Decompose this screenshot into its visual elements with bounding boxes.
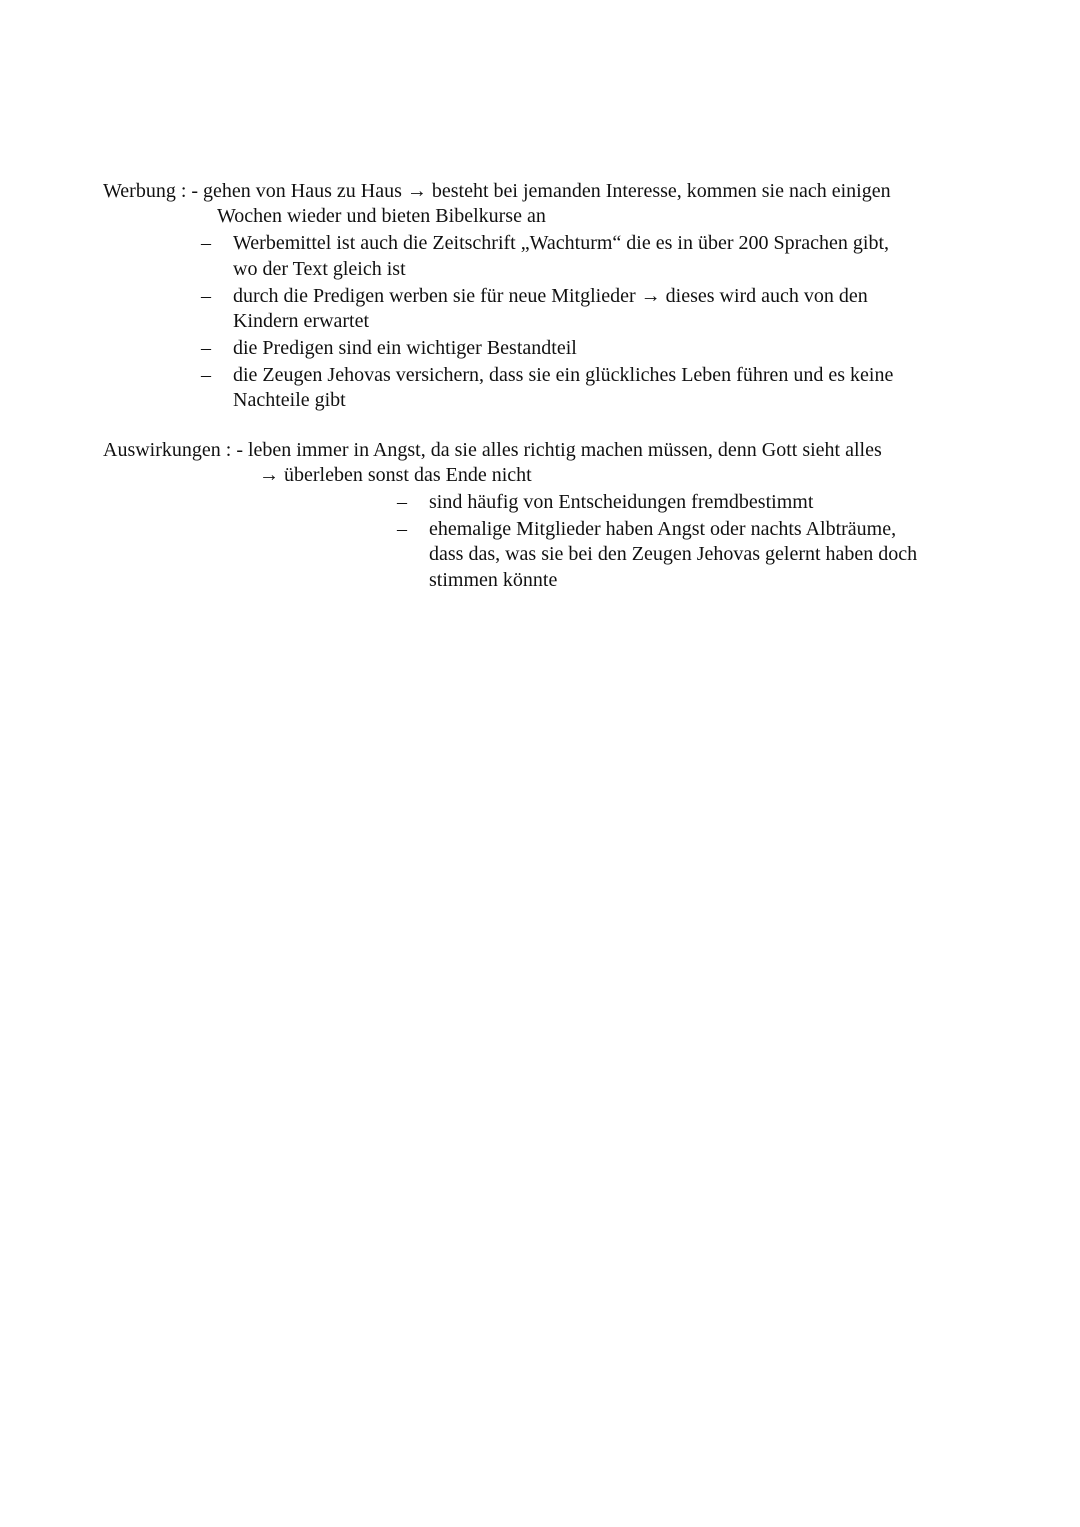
werbung-item-4-line-1: die Zeugen Jehovas versichern, dass sie ein glückliches Leben führen und es keine: [233, 364, 894, 386]
werbung-item-1-line-1: Werbemittel ist auch die Zeitschrift „Wachturm“ die es in über 200 Sprachen gibt,: [233, 232, 890, 254]
auswirkungen-item-1-line-1: sind häufig von Entscheidungen fremdbestimmt: [429, 491, 814, 513]
werbung-first-line: [103, 178, 891, 204]
auswirkungen-first-item-text: - leben immer in Angst, da sie alles richtig machen müssen, denn Gott sieht alles: [236, 439, 882, 461]
werbung-first-item-continuation: Wochen wieder und bieten Bibelkurse an: [217, 205, 546, 227]
werbung-item-2-line-2: Kindern erwartet: [233, 310, 370, 332]
bullet-dash: –: [201, 337, 211, 359]
bullet-dash: –: [201, 232, 211, 254]
werbung-item-1-line-2: wo der Text gleich ist: [233, 258, 406, 280]
werbung-item-2-line-1: durch die Predigen werben sie für neue Mitglieder → dieses wird auch von den: [233, 285, 868, 307]
bullet-dash: –: [397, 491, 407, 513]
auswirkungen-first-item-continuation: → überleben sonst das Ende nicht: [259, 464, 532, 486]
auswirkungen-first-line: [103, 437, 882, 463]
bullet-dash: –: [201, 364, 211, 386]
werbung-first-item-text: - gehen von Haus zu Haus → besteht bei jemanden Interesse, kommen sie nach einigen: [191, 180, 891, 202]
werbung-item-4-line-2: Nachteile gibt: [233, 389, 346, 411]
werbung-label: Werbung :: [103, 180, 192, 202]
bullet-dash: –: [201, 285, 211, 307]
bullet-dash: –: [397, 518, 407, 540]
werbung-item-3-line-1: die Predigen sind ein wichtiger Bestandteil: [233, 337, 577, 359]
auswirkungen-item-2-line-2: dass das, was sie bei den Zeugen Jehovas gelernt haben doch: [429, 543, 918, 565]
auswirkungen-label: Auswirkungen :: [103, 439, 237, 461]
auswirkungen-item-2-line-1: ehemalige Mitglieder haben Angst oder nachts Albträume,: [429, 518, 897, 540]
auswirkungen-item-2-line-3: stimmen könnte: [429, 569, 558, 591]
